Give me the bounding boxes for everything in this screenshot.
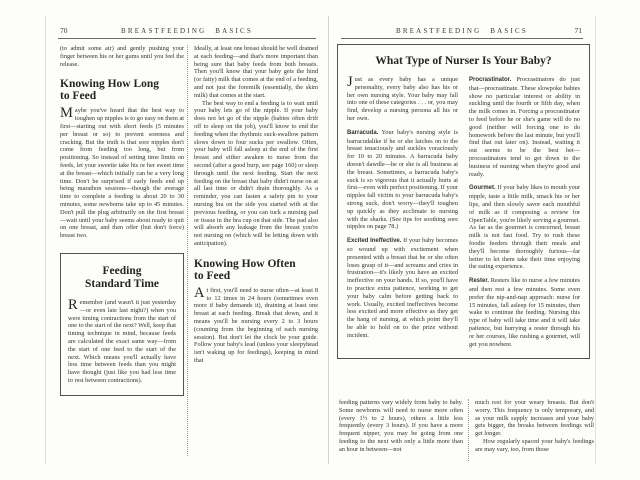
- page-71-header: [341, 26, 583, 39]
- entry-rester-label: Rester.: [469, 278, 490, 285]
- feeding-standard-time-box: [60, 253, 184, 396]
- entry-barracuda: [347, 129, 458, 231]
- dropcap-a: A: [194, 284, 205, 301]
- nurser-box-columns: [347, 76, 580, 348]
- page-70: [48, 0, 326, 480]
- page-71: [331, 0, 593, 480]
- entry-excited-ineffective: [347, 237, 458, 339]
- nurser-intro-text: ust as every baby has a unique personality, every baby also has his or her own nursing style. Your baby may fall into one of these categories . . . or, you may find, develop a nursing persona all his or her own.: [347, 76, 458, 122]
- nurser-box-column-1: [347, 76, 458, 348]
- heading-knowing-how-often-to-feed: Knowing How Often to Feed: [194, 257, 296, 282]
- dropcap-m: M: [60, 105, 73, 122]
- nurser-type-box: [337, 44, 590, 359]
- how-often-paragraph: [194, 284, 318, 365]
- entry-barracuda-label: Barracuda.: [347, 129, 379, 136]
- page-gutter: [328, 16, 329, 464]
- regularly-spaced-paragraph: How regularly spaced your baby's feedings are may vary, too, from those: [475, 437, 594, 453]
- page-number-71: 71: [574, 26, 582, 35]
- sidebar-paragraph-text: emember (and wasn't it just yesterday—or even late last night?) when you were timing contractions from the start of one to the start of the next? Well, keep that timing technique in mind, because feeds are calculated the exact same way—from the start of one feed to the start of the next. Which means you'll actually have less time between feeds than you might have thought (just like you had less time to rest between contractions).: [68, 298, 176, 384]
- feeding-patterns-paragraph: feeding patterns vary widely from baby to baby. Some newborns will need to nurse more often (every 1½ to 2 hours), others a little less frequently (every 3 hours). If you have a more frequent nipper, you may be going from one feeding to the next with only a little more than an hour in between—not: [339, 399, 463, 453]
- entry-gourmet-text: If your baby likes to mouth your nipple, taste a little milk, smack his or her lips, and then slowly savor each mouthful of milk as if composing a review for OpenTable, you're likely serving a gourmet. As far as the gourmet is concerned, breast milk is not fast food. Try to rush these foodie feeders through their meals and they'll become thoroughly furious—far better to let them take their time enjoying the eating experience.: [469, 184, 580, 271]
- nurser-intro-paragraph: [347, 76, 458, 123]
- entry-rester: [469, 277, 580, 348]
- page-edge-right: [595, 16, 596, 464]
- right-bottom-column-2: [475, 399, 594, 454]
- dropcap-j: J: [347, 74, 353, 90]
- right-bottom-column-1: [339, 399, 463, 454]
- entry-rester-text: Resters like to nurse a few minutes and then rest a few minutes. Some even prefer the nip-and-nap approach: nurse for 15 minutes, fall asleep for 15 minutes, then wake to continue the feeding. Nursing this type of baby will take time and it will take patience, but hurrying a rester through his or her courses, like rushing a gourmet, will get you nowhere.: [469, 277, 581, 348]
- weary-breasts-paragraph: much rest for your weary breasts. But don't worry. This frequency is only temporary, and as your milk supply increases and your baby gets bigger, the breaks between feedings will get longer.: [475, 399, 594, 438]
- nurser-box-title: What Type of Nurser Is Your Baby?: [375, 55, 552, 67]
- sidebar-paragraph: [68, 296, 176, 385]
- left-page-column-1: [60, 45, 184, 396]
- page-number-70: 70: [60, 26, 68, 35]
- how-long-paragraph-text: aybe you've heard that the best way to toughen up nipples is to go easy on them at first—starting out with short feeds (5 minutes per breast or so) to prevent soreness and cracking. But the truth is that sore nipples don't come from feeding too long, but from positioning. So instead of setting time limits on feeds, let your sweetie take his or her sweet time at the breast—which initially can be a very long time. Don't be surprised if early feeds end up being marathon sessions—though the average time to complete a feeding is about 20 to 30 minutes, some newborns take up to 45 minutes. Don't pull the plug arbitrarily on the first breast—wait until your baby seems about ready to quit on one breast, and then offer (but don't force) breast two.: [60, 107, 184, 240]
- sidebar-title: Feeding Standard Time: [84, 264, 160, 290]
- entry-gourmet: [469, 184, 580, 271]
- left-column-divider: [187, 45, 188, 456]
- dropcap-r: R: [68, 296, 78, 313]
- page-70-header: [58, 26, 316, 39]
- running-head-left: BREASTFEEDING BASICS: [120, 27, 254, 35]
- entry-procrastinator-label: Procrastinator.: [469, 77, 512, 83]
- entry-procrastinator: [469, 76, 580, 178]
- entry-procrastinator-text: Procrastinators do just that—procrastinate. These slowpoke babies show no particular interest or ability in suckling until the fourth or fifth day, when the milk comes in. Forcing a procrastinator to feed before he or she's game will do no good (neither will forcing one to do homework before the last minute, but you'll find that out later on). Instead, waiting it out seems to be the best bet—procrastinators tend to get down to the business of nursing when they're good and ready.: [469, 76, 580, 178]
- ideally-paragraph: Ideally, at least one breast should be well drained at each feeding—and that's more important than being sure that baby feeds from both breasts. Then you'll know that your baby gets the hind (or fatty) milk that comes at the end of a feeding, and not just the foremilk (essentially, the skim milk) that comes at the start.: [194, 45, 318, 99]
- how-long-paragraph: [60, 107, 184, 240]
- entry-excited-ineffective-text: If your baby becomes so wound up with excitement when presented with a breast that he or she often loses grasp of it—and screams and cries in frustration—it's likely you have an excited ineffective on your hands. If so, you'll have to practice extra patience, working to get your baby calm before getting back to work. Usually, excited ineffectives become less excited and more effective as they get the hang of nursing, at which point they'll be able to hold on to the prize without incident.: [347, 237, 458, 339]
- entry-excited-ineffective-label: Excited Ineffective.: [347, 238, 402, 245]
- nurser-box-column-2: [469, 76, 580, 348]
- continuation-paragraph: (to admit some air) and gently pushing your finger between his or her gums until you feel the release.: [60, 45, 184, 68]
- entry-gourmet-label: Gourmet.: [469, 185, 496, 192]
- page-edge-left: [45, 16, 46, 464]
- how-often-paragraph-text: t first, you'll need to nurse often—at least 8 to 12 times in 24 hours (sometimes even more if baby demands it), draining at least one breast at each feeding. Break that down, and it means you'll be nursing every 2 to 3 hours (counting from the beginning of each nursing session). But don't let the clock be your guide. Follow your baby's lead (unless your sleepyhead isn't waking up for feedings), keeping in mind that: [194, 286, 318, 364]
- left-page-column-2: [194, 45, 318, 365]
- running-head-right: BREASTFEEDING BASICS: [395, 27, 529, 35]
- right-bottom-column-divider: [468, 399, 469, 461]
- heading-knowing-how-long-to-feed: Knowing How Long to Feed: [60, 78, 160, 103]
- entry-barracuda-text: Your baby's nursing style is barracudalike if he or she latches on to the breast tenaciously and suckles voraciously for 10 to 20 minutes. A barracuda baby doesn't dawdle—he or she is all business at the breast. Sometimes, a barracuda baby's suck is so vigorous that it actually hurts at first—even with perfect positioning. If your nipples fall victim to your barracuda baby's strong suck, don't worry—they'll toughen up quickly as they acclimate to nursing with the sharks. (See tips for soothing sore nipples on page 78.): [347, 128, 459, 231]
- end-feeding-paragraph: The best way to end a feeding is to wait until your baby lets go of the nipple. If your baby does not let go of the nipple (babies often drift off to sleep on the job), you'll know to end the feeding when the rhythmic suck-swallow pattern slows down to four sucks per swallow. Often, your baby will fall asleep at the end of the first breast and either awaken to nurse from the second (after a good burp, see page 160) or sleep through until the next feeding. Start the next feeding on the breast that baby didn't nurse on at all last time or didn't drain thoroughly. As a reminder, you can fasten a safety pin to your nursing bra on the side you started with at the previous feeding, or you can tuck a nursing pad or tissue in the bra cup on that side. The pad also will absorb any leakage from the breast you're not nursing on (which will be letting down with anticipation).: [194, 99, 318, 247]
